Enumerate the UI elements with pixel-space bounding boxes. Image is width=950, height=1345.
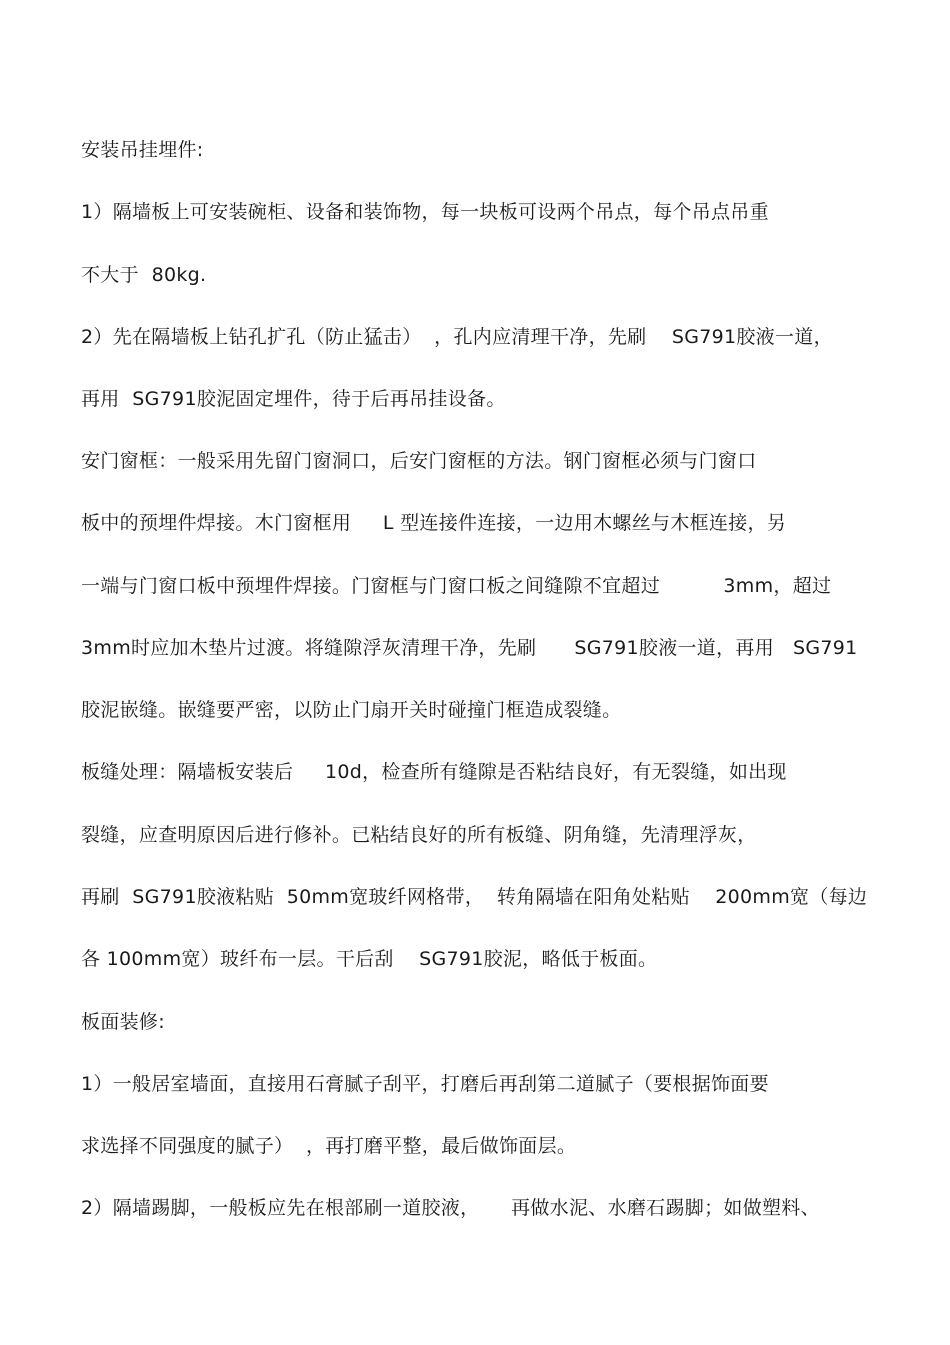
text-line: 再用 SG791胶泥固定埋件，待于后再吊挂设备。 [81,388,506,410]
text-line: 板面装修: [81,1011,165,1033]
text-line: 2）先在隔墙板上钻孔扩孔（防止猛击） ，孔内应清理干净，先刷 SG791胶液一道， [81,326,833,348]
text-line: 板缝处理：隔墙板安装后 10d，检查所有缝隙是否粘结良好，有无裂缝，如出现 [81,761,787,783]
text-line: 1）隔墙板上可安装碗柜、设备和装饰物，每一块板可设两个吊点，每个吊点吊重 [81,201,769,223]
text-line: 求选择不同强度的腻子） ，再打磨平整，最后做饰面层。 [81,1135,577,1157]
text-line: 胶泥嵌缝。嵌缝要严密，以防止门扇开关时碰撞门框造成裂缝。 [81,699,622,721]
text-line: 板中的预埋件焊接。木门窗框用 L 型连接件连接，一边用木螺丝与木框连接，另 [81,512,787,534]
text-line: 裂缝，应查明原因后进行修补。已粘结良好的所有板缝、阴角缝，先清理浮灰， [81,824,757,846]
text-line: 1）一般居室墙面，直接用石膏腻子刮平，打磨后再刮第二道腻子（要根据饰面要 [81,1073,769,1095]
text-line: 3mm时应加木垫片过渡。将缝隙浮灰清理干净，先刷 SG791胶液一道，再用 SG791 [81,637,858,659]
text-line: 一端与门窗口板中预埋件焊接。门窗框与门窗口板之间缝隙不宜超过 3mm，超过 [81,575,832,597]
text-line: 安门窗框：一般采用先留门窗洞口，后安门窗框的方法。钢门窗框必须与门窗口 [81,450,757,472]
text-line: 再刷 SG791胶液粘贴 50mm宽玻纤网格带， 转角隔墙在阳角处粘贴 200mm宽（每边 [81,886,868,908]
text-line: 2）隔墙踢脚，一般板应先在根部刷一道胶液， 再做水泥、水磨石踢脚；如做塑料、 [81,1197,820,1219]
text-line: 不大于 80kg. [81,264,207,286]
text-line: 各 100mm宽）玻纤布一层。干后刮 SG791胶泥，略低于板面。 [81,948,658,970]
text-line: 安装吊挂埋件: [81,139,204,161]
